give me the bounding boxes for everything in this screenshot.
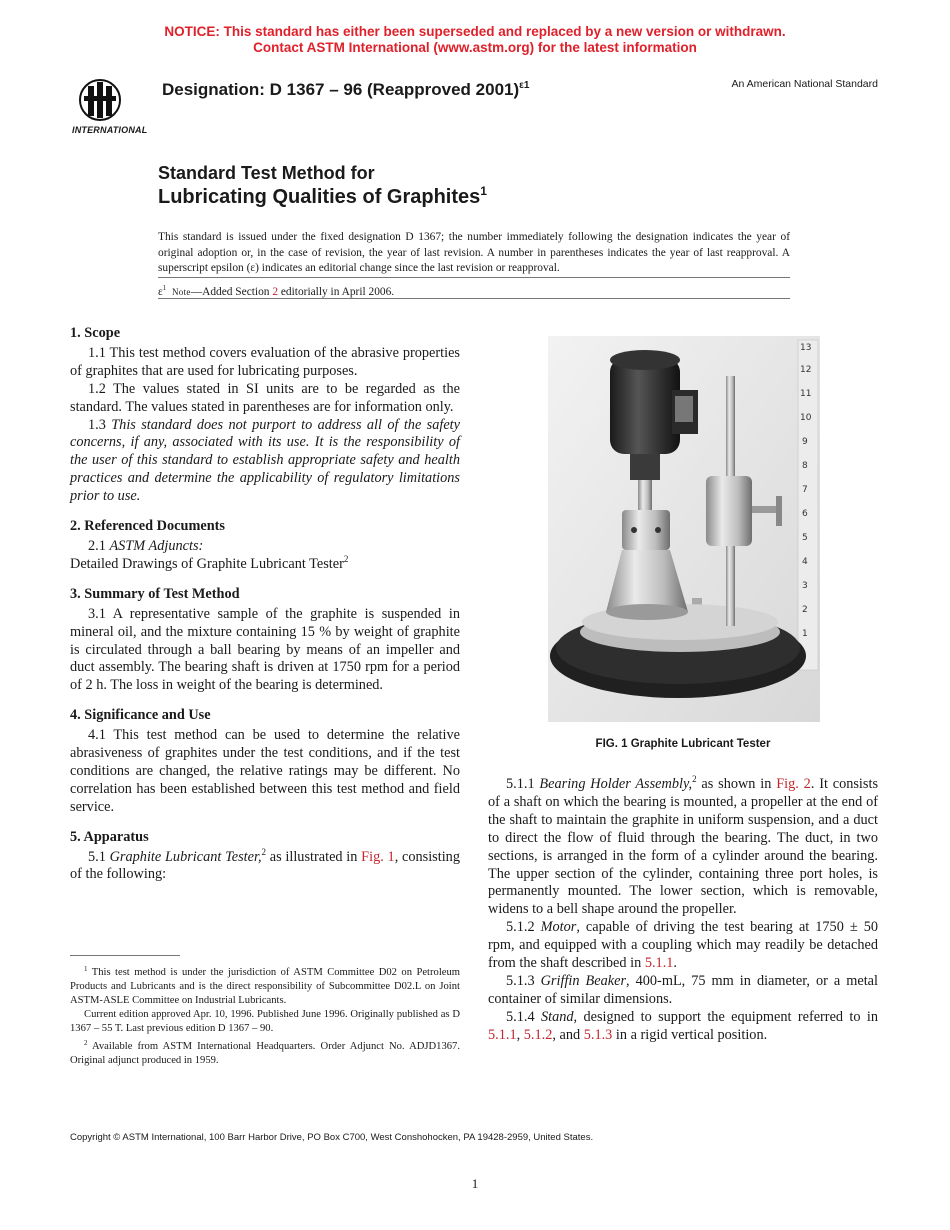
para-1-2: 1.2 The values stated in SI units are to be regarded as the standard. The values stated in parentheses are for information only. (70, 380, 460, 415)
para-5-1-text-a: as illustrated in (266, 848, 362, 865)
para-5-1-3-text: , 400-mL, 75 mm in diameter, or a metal container of similar dimensions. (488, 972, 878, 1007)
para-1-1: 1.1 This test method covers evaluation of the abrasive properties of graphites that are used for lubricating purposes. (70, 344, 460, 379)
notice-line-1: NOTICE: This standard has either been superseded and replaced by a new version or withdrawn. (164, 24, 786, 39)
section-5-heading: 5. Apparatus (70, 828, 149, 845)
para-5-1-2-text-b: . (673, 955, 677, 972)
ruler-mark-10: 10 (800, 413, 812, 423)
section-4-heading: 4. Significance and Use (70, 707, 211, 724)
designation-text: Designation: D 1367 – 96 (Reapproved 2001) (162, 80, 520, 99)
fig-1-link[interactable]: Fig. 1 (361, 848, 395, 865)
para-5-1-2-italic: Motor (540, 919, 577, 936)
section-1-heading: 1. Scope (70, 325, 121, 341)
para-5-1-num: 5.1 (88, 848, 110, 865)
para-5-1-4-text-a: , designed to support the equipment referred to in (573, 1008, 878, 1025)
ruler-mark-7: 7 (802, 485, 808, 495)
note-rule (158, 298, 790, 299)
ruler-mark-9: 9 (802, 437, 808, 447)
para-5-1-4-text-b: in a rigid vertical position. (612, 1026, 768, 1043)
para-5-1-4-sep-1: , (516, 1026, 524, 1043)
para-5-1-4-italic: Stand (540, 1008, 574, 1025)
page-number: 1 (471, 1176, 479, 1191)
para-5-1-1-text-a: as shown in (696, 776, 777, 792)
section-3-heading: 3. Summary of Test Method (70, 585, 240, 602)
para-5-1-footnote-ref: 2 (261, 846, 267, 857)
footnote-1b: Current edition approved Apr. 10, 1996. Published June 1996. Originally published as D 1367 – 55 T. Last previous edition D 1367 – 90. (70, 1009, 460, 1034)
adjunct-item (70, 553, 460, 574)
footnote-2-text: Available from ASTM International Headquarters. Order Adjunct No. ADJD1367. Original adjunct produced in 1959. (70, 1041, 460, 1066)
para-1-3 (70, 417, 460, 507)
para-3-1: 3.1 A representative sample of the graphite is suspended in mineral oil, and the mixture containing 15 % by weight of graphite is circulated through a ball bearing by means of an impeller and duct assembly. The bearing shaft is driven at 1750 rpm for a period of 2 h. The loss in weight of the bearing is determined. (70, 605, 460, 694)
designation-epsilon: ε1 (519, 80, 530, 91)
left-column (70, 325, 460, 884)
para-5-1-2-num: 5.1.2 (506, 919, 541, 936)
withdrawal-notice (0, 24, 950, 56)
graphite-lubricant-tester-photo (548, 336, 820, 722)
copyright: Copyright © ASTM International, 100 Barr Harbor Drive, PO Box C700, West Conshohocken, PA 19428-2959, United States. (70, 1132, 594, 1143)
para-5-1-3-italic: Griffin Beaker (540, 972, 627, 989)
ruler-mark-4: 4 (802, 557, 808, 567)
preamble: This standard is issued under the fixed designation D 1367; the number immediately following the designation indicates the year of original adoption or, in the case of revision, the year of last revision. A number in parentheses indicates the year of last reapproval. A superscript epsilon (ε) indicates an editorial change since the last revision or reapproval. (158, 231, 790, 274)
para-1-3-text: This standard does not purport to address all of the safety concerns, if any, associated with its use. It is the responsibility of the user of this standard to establish appropriate safety and health practices and determine the applicability of regulatory limitations prior to use. (70, 416, 460, 505)
section-5-1-2-link[interactable]: 5.1.2 (523, 1026, 553, 1043)
para-5-1-4-num: 5.1.4 (506, 1008, 541, 1025)
ruler-mark-6: 6 (802, 509, 808, 519)
note-label: Note (172, 286, 191, 297)
epsilon-symbol: ε (158, 285, 163, 298)
para-1-3-num: 1.3 (88, 416, 112, 433)
ruler-mark-8: 8 (802, 461, 808, 471)
para-2-1-num: 2.1 (88, 537, 110, 554)
american-national-standard: An American National Standard (731, 78, 878, 90)
footnote-1-text: This test method is under the jurisdiction of ASTM Committee D02 on Petroleum Products and Lubricants and is the direct responsibility of Subcommittee D02.L on Joint ASTM-ASLE Committee on Industrial Lubricants. (70, 967, 460, 1006)
ruler-mark-1: 1 (802, 629, 808, 639)
epsilon-sup: 1 (162, 284, 167, 292)
para-5-1-4 (488, 1009, 878, 1045)
section-5-1-3-link[interactable]: 5.1.3 (583, 1026, 613, 1043)
title-footnote-ref: 1 (480, 184, 487, 198)
title-line-2 (158, 184, 487, 209)
astm-logo (68, 76, 150, 138)
section-5-1-1-link-b[interactable]: 5.1.1 (488, 1026, 517, 1043)
adjunct-item-text: Detailed Drawings of Graphite Lubricant Tester (70, 555, 344, 572)
ruler-mark-5: 5 (802, 533, 808, 543)
ruler-mark-12: 12 (800, 365, 812, 375)
footnote-2 (70, 1036, 460, 1068)
preamble-rule (158, 277, 790, 278)
title-text: Lubricating Qualities of Graphites (158, 186, 481, 208)
footnotes (70, 962, 460, 1068)
para-5-1-1-footnote-ref: 2 (692, 774, 697, 784)
para-5-1-1 (488, 776, 878, 919)
para-5-1-3 (488, 973, 878, 1009)
figure-1-caption: FIG. 1 Graphite Lubricant Tester (595, 738, 771, 750)
para-4-1: 4.1 This test method can be used to determine the relative abrasiveness of graphites under the test conditions, and if the test conditions are changed, the relative ratings may be different. No correlation has been established between this test method and field service. (70, 727, 460, 815)
para-5-1 (70, 846, 460, 885)
ruler-mark-11: 11 (800, 389, 812, 399)
para-5-1-2 (488, 919, 878, 973)
designation (162, 80, 529, 100)
footnote-1 (70, 962, 460, 1008)
section-2-link[interactable]: 2 (272, 285, 279, 298)
para-2-1 (70, 538, 460, 556)
para-5-1-1-italic: Bearing Holder Assembly, (539, 776, 693, 792)
footnote-2-mark: 2 (84, 1039, 88, 1047)
ruler-mark-13: 13 (800, 343, 812, 353)
ruler-mark-3: 3 (802, 581, 808, 591)
notice-line-2: Contact ASTM International (www.astm.org) for the latest information (253, 40, 697, 55)
fig-2-link[interactable]: Fig. 2 (776, 776, 811, 792)
title-line-1: Standard Test Method for (158, 163, 375, 183)
para-5-1-1-num: 5.1.1 (506, 776, 540, 792)
para-5-1-2-text-a: , capable of driving the test bearing at 1750 ± 50 rpm, and equipped with a coupling which may readily be detached from the shaft described in (488, 919, 878, 972)
para-5-1-1-text-b: . It consists of a shaft on which the bearing is mounted, a propeller at the end of the shaft to maintain the graphite in uniform suspension, and a duct to direct the flow of fluid through the bearing. The duct, in two sections, is arranged in the form of a cylinder around the bearing. The upper section of the cylinder, containing three port holes, is permanently mounted. The lower section, which is removable, widens to a bell shape around the propeller. (488, 776, 879, 918)
note-text-a: —Added Section (190, 285, 273, 298)
para-5-1-text-b: , consisting of the following: (70, 848, 460, 883)
ruler-mark-2: 2 (802, 605, 808, 615)
para-5-1-italic: Graphite Lubricant Tester, (109, 848, 262, 865)
footnote-rule (70, 955, 180, 956)
footnote-1-mark: 1 (84, 965, 88, 973)
editorial-note (158, 284, 394, 298)
note-text-b: editorially in April 2006. (278, 285, 395, 298)
right-column (488, 776, 878, 1045)
adjunct-footnote-ref: 2 (343, 553, 349, 564)
section-2-heading: 2. Referenced Documents (70, 518, 225, 535)
para-5-1-4-sep-2: , and (552, 1026, 584, 1043)
para-2-1-text: ASTM Adjuncts: (109, 537, 204, 554)
para-5-1-3-num: 5.1.3 (506, 972, 541, 989)
section-5-1-1-link[interactable]: 5.1.1 (644, 955, 674, 972)
logo-international-text: INTERNATIONAL (72, 125, 148, 135)
